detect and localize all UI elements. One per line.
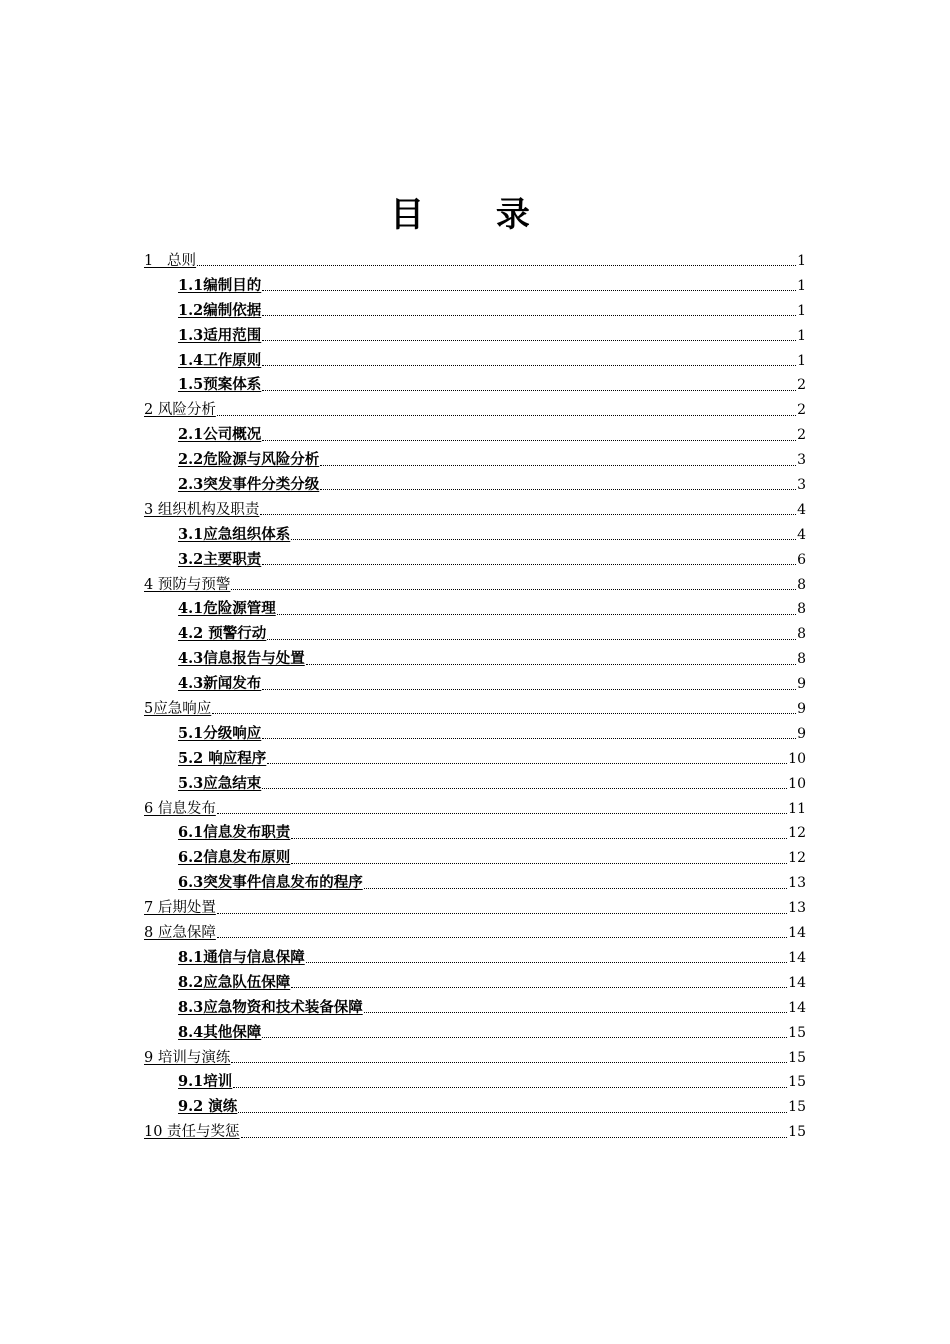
toc-entry-label[interactable]: 6 信息发布 <box>144 800 216 817</box>
toc-entry-label[interactable]: 8.2应急队伍保障 <box>178 973 291 991</box>
toc-entry-page-number: 6 <box>797 551 806 568</box>
dot-leader <box>364 887 787 889</box>
toc-entry[interactable] <box>144 548 806 573</box>
dot-leader <box>320 488 796 490</box>
toc-entry-page-number: 2 <box>797 377 806 394</box>
toc-entry-label[interactable]: 6.1信息发布职责 <box>178 824 291 842</box>
toc-entry-page-number: 13 <box>788 900 806 917</box>
toc-entry-label[interactable]: 1 总则 <box>144 253 197 269</box>
toc-entry[interactable] <box>144 871 806 896</box>
toc-entry-label[interactable]: 8.3应急物资和技术装备保障 <box>178 998 363 1016</box>
dot-leader <box>291 986 787 988</box>
toc-entry-label[interactable]: 1.2编制依据 <box>178 301 262 319</box>
toc-entry[interactable] <box>144 597 806 622</box>
toc-entry[interactable] <box>144 448 806 473</box>
toc-entry-page-number: 9 <box>797 701 806 718</box>
toc-entry-label[interactable]: 6.3突发事件信息发布的程序 <box>178 874 363 892</box>
dot-leader <box>212 712 796 714</box>
toc-entry[interactable] <box>144 846 806 871</box>
toc-entry-page-number: 8 <box>797 651 806 668</box>
toc-entry-page-number: 8 <box>797 626 806 643</box>
toc-entry-label[interactable]: 9.2 演练 <box>178 1098 238 1116</box>
toc-entry[interactable] <box>144 821 806 846</box>
dot-leader <box>267 638 796 640</box>
toc-entry-label[interactable]: 8.4其他保障 <box>178 1023 262 1041</box>
dot-leader <box>262 439 796 441</box>
toc-entry[interactable] <box>144 622 806 647</box>
toc-entry-label[interactable]: 2 风险分析 <box>144 402 216 419</box>
toc-entry[interactable] <box>144 324 806 349</box>
toc-entry-page-number: 1 <box>797 253 806 269</box>
dot-leader <box>291 837 787 839</box>
dot-leader <box>306 961 787 963</box>
dot-leader <box>262 339 796 341</box>
toc-entry-page-number: 8 <box>797 576 806 593</box>
toc-entry[interactable] <box>144 672 806 697</box>
toc-entry-label[interactable]: 6.2信息发布原则 <box>178 849 291 867</box>
toc-entry[interactable] <box>144 722 806 747</box>
toc-entry-page-number: 15 <box>788 1024 806 1041</box>
dot-leader <box>277 613 796 615</box>
dot-leader <box>233 1086 787 1088</box>
table-of-contents <box>144 249 806 1145</box>
toc-entry-page-number: 15 <box>788 1049 806 1066</box>
toc-entry-page-number: 15 <box>788 1099 806 1116</box>
dot-leader <box>262 1036 787 1038</box>
toc-entry-page-number: 11 <box>788 800 806 817</box>
toc-entry-page-number: 2 <box>797 427 806 444</box>
dot-leader <box>291 862 787 864</box>
dot-leader <box>231 588 796 590</box>
toc-entry[interactable] <box>144 299 806 324</box>
toc-entry-page-number: 12 <box>788 825 806 842</box>
toc-entry-page-number: 13 <box>788 875 806 892</box>
toc-entry-page-number: 10 <box>788 775 806 792</box>
toc-entry-page-number: 14 <box>788 999 806 1016</box>
dot-leader <box>217 912 787 914</box>
dot-leader <box>262 787 787 789</box>
toc-entry-page-number: 14 <box>788 949 806 966</box>
dot-leader <box>231 1061 787 1063</box>
dot-leader <box>267 762 787 764</box>
toc-entry-label[interactable]: 5应急响应 <box>144 701 212 718</box>
toc-entry[interactable] <box>144 1120 806 1145</box>
toc-entry-label[interactable]: 2.2危险源与风险分析 <box>178 451 320 469</box>
toc-entry-label[interactable]: 7 后期处置 <box>144 900 216 917</box>
toc-entry[interactable] <box>144 249 806 274</box>
toc-entry[interactable] <box>144 523 806 548</box>
toc-entry[interactable] <box>144 971 806 996</box>
toc-entry-label[interactable]: 5.2 响应程序 <box>178 749 267 767</box>
toc-entry[interactable] <box>144 1070 806 1095</box>
toc-entry-page-number: 8 <box>797 601 806 618</box>
toc-entry[interactable] <box>144 398 806 423</box>
toc-entry-label[interactable]: 3.1应急组织体系 <box>178 525 291 543</box>
toc-entry-page-number: 12 <box>788 850 806 867</box>
dot-leader <box>262 314 796 316</box>
dot-leader <box>262 688 796 690</box>
dot-leader <box>217 812 787 814</box>
toc-entry-label[interactable]: 8.1通信与信息保障 <box>178 948 305 966</box>
toc-entry[interactable] <box>144 274 806 299</box>
toc-entry[interactable] <box>144 498 806 523</box>
dot-leader <box>241 1136 788 1138</box>
toc-entry-page-number: 2 <box>797 402 806 419</box>
toc-entry-page-number: 9 <box>797 725 806 742</box>
toc-entry-page-number: 15 <box>788 1124 806 1141</box>
toc-entry-page-number: 15 <box>788 1074 806 1091</box>
toc-entry[interactable] <box>144 946 806 971</box>
toc-entry[interactable] <box>144 473 806 498</box>
dot-leader <box>320 464 796 466</box>
dot-leader <box>291 538 796 540</box>
toc-entry-page-number: 3 <box>797 477 806 494</box>
toc-entry[interactable] <box>144 697 806 722</box>
toc-entry-label[interactable]: 4 预防与预警 <box>144 576 231 593</box>
toc-entry-page-number: 14 <box>788 925 806 942</box>
toc-entry-page-number: 4 <box>797 526 806 543</box>
toc-entry-page-number: 1 <box>797 302 806 319</box>
dot-leader <box>217 414 796 416</box>
toc-entry-label[interactable]: 4.3信息报告与处置 <box>178 650 305 668</box>
dot-leader <box>262 289 796 291</box>
toc-entry[interactable] <box>144 797 806 822</box>
toc-entry-label[interactable]: 3.2主要职责 <box>178 550 262 568</box>
toc-entry-label[interactable]: 10 责任与奖惩 <box>144 1124 240 1141</box>
toc-entry-label[interactable]: 1.4工作原则 <box>178 351 262 369</box>
dot-leader <box>262 364 796 366</box>
toc-entry-label[interactable]: 3 组织机构及职责 <box>144 501 260 518</box>
dot-leader <box>262 737 796 739</box>
toc-entry[interactable] <box>144 921 806 946</box>
dot-leader <box>197 264 796 266</box>
toc-entry[interactable] <box>144 647 806 672</box>
toc-entry[interactable] <box>144 373 806 398</box>
dot-leader <box>260 513 796 515</box>
toc-entry[interactable] <box>144 1021 806 1046</box>
toc-entry-label[interactable]: 1.1编制目的 <box>178 276 262 294</box>
toc-entry-page-number: 4 <box>797 501 806 518</box>
toc-entry-page-number: 14 <box>788 974 806 991</box>
toc-entry[interactable] <box>144 896 806 921</box>
toc-entry-page-number: 1 <box>797 277 806 294</box>
toc-entry-label[interactable]: 1.3适用范围 <box>178 326 262 344</box>
toc-entry-label[interactable]: 9 培训与演练 <box>144 1049 231 1066</box>
dot-leader <box>306 663 796 665</box>
toc-entry-label[interactable]: 9.1培训 <box>178 1073 233 1091</box>
toc-entry-label[interactable]: 5.3应急结束 <box>178 774 262 792</box>
toc-entry[interactable] <box>144 1095 806 1120</box>
toc-entry[interactable] <box>144 1046 806 1071</box>
toc-entry-label[interactable]: 4.1危险源管理 <box>178 600 276 618</box>
toc-entry-label[interactable]: 2.3突发事件分类分级 <box>178 476 320 494</box>
toc-title: 目 录 <box>390 195 560 235</box>
toc-entry[interactable] <box>144 573 806 598</box>
toc-entry-page-number: 1 <box>797 327 806 344</box>
toc-entry[interactable] <box>144 349 806 374</box>
toc-entry[interactable] <box>144 747 806 772</box>
toc-entry[interactable] <box>144 423 806 448</box>
toc-entry-page-number: 3 <box>797 452 806 469</box>
toc-entry[interactable] <box>144 772 806 797</box>
toc-entry-page-number: 10 <box>788 750 806 767</box>
toc-entry-page-number: 9 <box>797 676 806 693</box>
toc-entry-label[interactable]: 4.3新闻发布 <box>178 675 262 693</box>
toc-entry-label[interactable]: 2.1公司概况 <box>178 426 262 444</box>
dot-leader <box>262 389 796 391</box>
dot-leader <box>364 1011 787 1013</box>
toc-entry-label[interactable]: 8 应急保障 <box>144 925 216 942</box>
dot-leader <box>262 563 796 565</box>
toc-entry[interactable] <box>144 996 806 1021</box>
dot-leader <box>217 936 787 938</box>
toc-entry-label[interactable]: 4.2 预警行动 <box>178 625 267 643</box>
dot-leader <box>238 1111 787 1113</box>
toc-entry-page-number: 1 <box>797 352 806 369</box>
toc-entry-label[interactable]: 5.1分级响应 <box>178 724 262 742</box>
toc-entry-label[interactable]: 1.5预案体系 <box>178 376 262 394</box>
